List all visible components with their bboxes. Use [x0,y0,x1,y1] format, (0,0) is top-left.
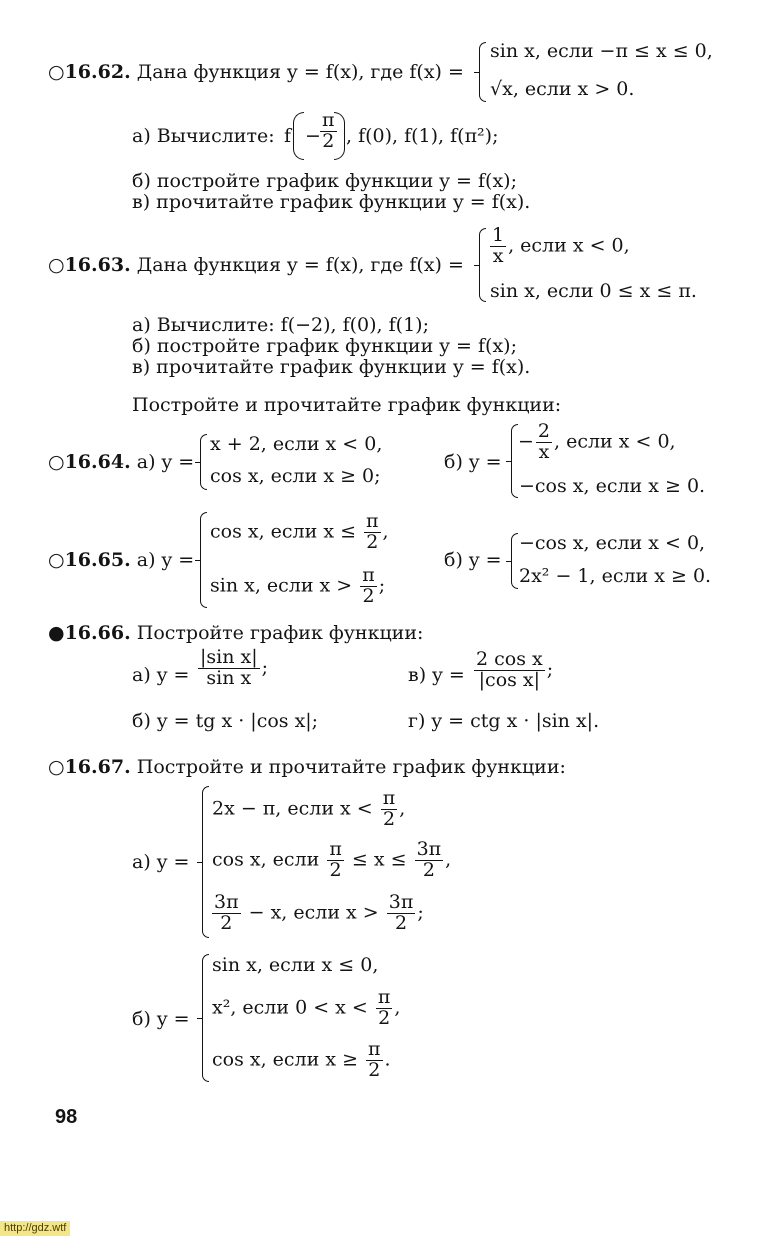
part-a-case-1: x + 2, если x < 0, [210,433,383,455]
part-a-case-2: sin x, если x > $\frac{\pi}{2}$ ; [210,564,386,607]
part-a-label: а) y = [136,451,195,473]
part-b-case-2: x², если 0 < x < $\frac{\pi}{2}$ , [212,986,401,1029]
part-b-label: б) y = [444,451,502,473]
part-a-label: а) y = [136,549,195,571]
right-paren [334,112,345,160]
brace [200,512,207,608]
problem-number: ○16.64. [48,451,131,473]
section-heading: Постройте и прочитайте график функции: [132,394,562,416]
problem-number: ○16.65. [48,549,131,571]
part-a-func: f [284,125,292,147]
part-a-case-2: cos x, если $\frac{\pi}{2}$ ≤ x ≤ $\frac{3\pi}{2}$ , [212,838,452,881]
page-number: 98 [55,1106,78,1128]
problem-number: ○16.67. [48,756,131,778]
part-c: в) прочитайте график функции y = f(x). [132,191,531,213]
part-g: г) y = ctg x · |sin x|. [408,710,600,732]
part-b: б) y = tg x · |cos x|; [132,710,319,732]
part-b-case-1: sin x, если x ≤ 0, [212,954,379,976]
left-paren [293,112,304,160]
problem-number: ●16.66. [48,622,131,644]
part-b: б) постройте график функции y = f(x); [132,335,517,357]
brace [202,954,209,1082]
case-1: sin x, если −π ≤ x ≤ 0, [490,40,713,62]
part-b: б) постройте график функции y = f(x); [132,170,517,192]
case-1: $\frac{1}{x}$ , если x < 0, [492,224,630,267]
brace [479,42,486,102]
part-a-case-1: 2x − π, если x < $\frac{\pi}{2}$ , [212,787,406,830]
part-a-label: а) y = [132,664,190,686]
part-a-fraction: $\frac{\text{|sin x|}}{\text{sin x}}$ ; [200,646,269,689]
part-b-case-2: −cos x, если x ≥ 0. [519,475,706,497]
brace [479,228,486,302]
brace [202,786,209,938]
part-a-label: а) y = [132,851,190,873]
fraction-pi-over-2: $\frac{\pi}{2}$ [322,109,335,152]
part-b-label: б) y = [444,549,502,571]
part-b-case-1: − $\frac{2}{x}$ , если x < 0, [518,420,676,463]
brace [511,533,518,589]
problem-number: ○16.62. [48,61,131,83]
part-a-case-1: cos x, если x ≤ $\frac{\pi}{2}$ , [210,510,389,553]
part-a: а) Вычислите: f(−2), f(0), f(1); [132,314,429,336]
problem-text: Дана функция y = f(x), где f(x) = [136,61,464,83]
part-b-case-1: −cos x, если x < 0, [519,532,706,554]
part-v-label: в) y = [408,664,465,686]
brace [511,424,518,498]
problem-text: Дана функция y = f(x), где f(x) = [136,254,464,276]
problem-number: ○16.63. [48,254,131,276]
problem-text: Постройте и прочитайте график функции: [136,756,566,778]
problem-text: Постройте график функции: [136,622,424,644]
case-2: sin x, если 0 ≤ x ≤ π. [490,280,697,302]
part-c: в) прочитайте график функции y = f(x). [132,356,531,378]
part-a-case-3: $\frac{3\pi}{2}$ − x, если x > $\frac{3\pi}{2}$ ; [214,891,424,934]
minus-sign: − [305,125,321,147]
brace [200,434,207,490]
watermark-link[interactable]: http://gdz.wtf [0,1221,70,1236]
part-v-fraction: $\frac{\text{2 cos x}}{\text{|cos x|}}$ ; [476,648,554,691]
part-b-case-3: cos x, если x ≥ $\frac{\pi}{2}$ . [212,1038,391,1081]
part-a-label: а) Вычислите: [132,125,275,147]
case-2: √x, если x > 0. [490,78,635,100]
part-a-rest: , f(0), f(1), f(π²); [346,125,499,147]
part-b-label: б) y = [132,1008,190,1030]
part-b-case-2: 2x² − 1, если x ≥ 0. [519,565,712,587]
part-a-case-2: cos x, если x ≥ 0; [210,465,381,487]
